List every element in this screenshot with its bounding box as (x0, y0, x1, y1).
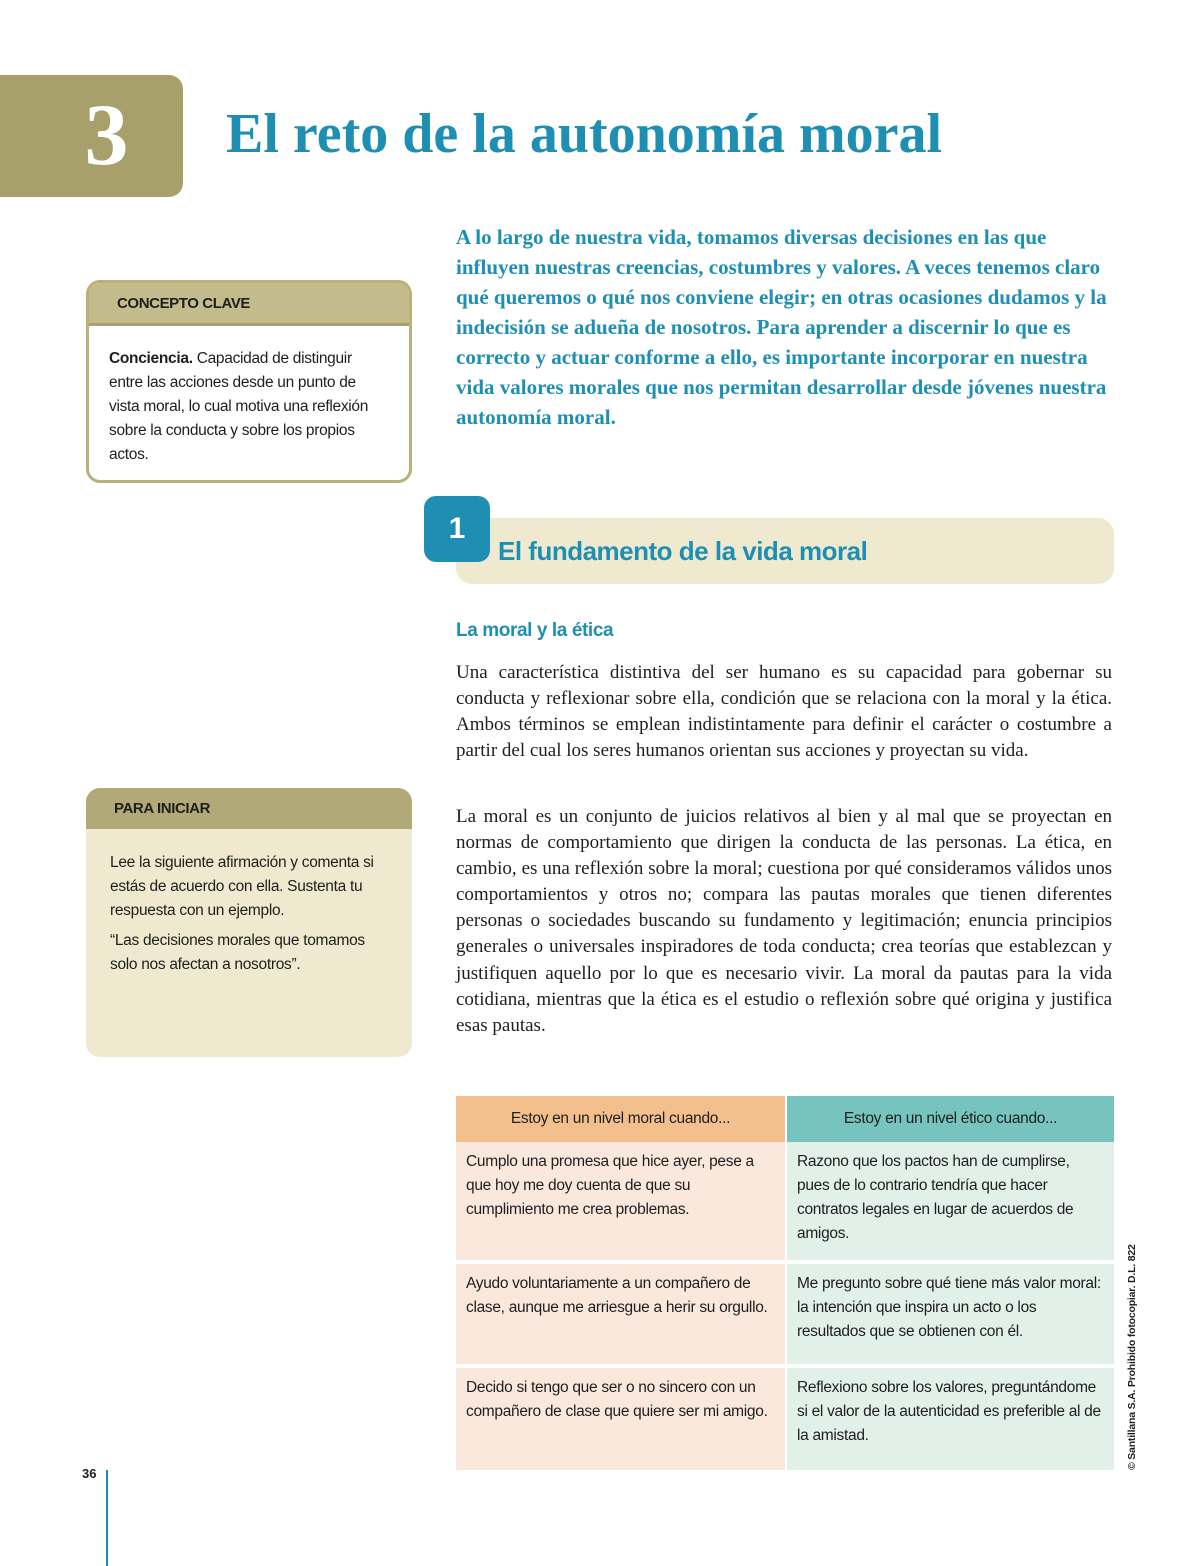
copyright-notice: © Santillana S.A. Prohibido fotocopiar. D.L. 822 (1126, 1244, 1138, 1470)
table-row (456, 1366, 1114, 1472)
header-moral: Estoy en un nivel moral cuando... (456, 1096, 786, 1142)
subheading: La moral y la ética (456, 620, 614, 641)
intro-paragraph: A lo largo de nuestra vida, tomamos diversas decisiones en las que influyen nuestras creencias, costumbres y valores. A veces tenemos claro qué queremos o qué nos conviene elegir; en otras ocasiones dudamos y la indecisión se adueña de nosotros. Para aprender a discernir lo que es correcto y actuar conforme a ello, es importante incorporar en nuestra vida valores morales que nos permitan desarrollar desde jóvenes nuestra autonomía moral. (456, 225, 1107, 429)
concept-box-heading: CONCEPTO CLAVE (117, 294, 251, 312)
table-cell-ethic: Reflexiono sobre los valores, preguntándome si el valor de la autenticidad es preferible al de la amistad. (786, 1366, 1114, 1472)
start-box-heading: PARA INICIAR (114, 800, 211, 817)
page-number: 36 (82, 1466, 97, 1481)
concept-term: Conciencia. (109, 350, 193, 367)
chapter-number: 3 (0, 75, 183, 197)
section-title: El fundamento de la vida moral (498, 536, 868, 566)
comparison-table (456, 1096, 1114, 1474)
table-header-row (456, 1096, 1114, 1142)
start-box-header (86, 788, 412, 829)
concept-box (86, 280, 412, 483)
header-ethic: Estoy en un nivel ético cuando... (786, 1096, 1114, 1142)
table-row (456, 1142, 1114, 1262)
start-instruction: Lee la siguiente afirmación y comenta si estás de acuerdo con ella. Sustenta tu respuesta con un ejemplo. (110, 854, 374, 919)
table-cell-ethic: Me pregunto sobre qué tiene más valor moral: la intención que inspira un acto o los resultados que se obtienen con él. (786, 1262, 1114, 1366)
concept-box-header (89, 283, 409, 326)
start-box (86, 788, 412, 1057)
page-rule (106, 1470, 108, 1566)
table-cell-ethic: Razono que los pactos han de cumplirse, pues de lo contrario tendría que hacer contratos legales en lugar de acuerdos de amigos. (786, 1142, 1114, 1262)
body-paragraph-1: Una característica distintiva del ser humano es su capacidad para gobernar su conducta y reflexionar sobre ella, condición que se relaciona con la moral y la ética. Ambos términos se emplean indistintamente para definir el carácter o costumbre a partir del cual los seres humanos orientan sus acciones y proyectan su vida. (456, 662, 1112, 762)
start-quote: “Las decisiones morales que tomamos solo nos afectan a nosotros”. (110, 932, 365, 973)
table-cell-moral: Ayudo voluntariamente a un compañero de clase, aunque me arriesgue a herir su orgullo. (456, 1262, 786, 1366)
chapter-title: El reto de la autonomía moral (226, 103, 943, 165)
start-box-body (86, 829, 412, 977)
table-cell-moral: Decido si tengo que ser o no sincero con un compañero de clase que quiere ser mi amigo. (456, 1366, 786, 1472)
table-cell-moral: Cumplo una promesa que hice ayer, pese a que hoy me doy cuenta de que su cumplimiento me crea problemas. (456, 1142, 786, 1262)
concept-definition: Capacidad de distinguir entre las acciones desde un punto de vista moral, lo cual motiva una reflexión sobre la conducta y sobre los propios actos. (109, 350, 369, 463)
section-number: 1 (424, 496, 490, 562)
concept-box-body (89, 326, 409, 467)
body-paragraph-2: La moral es un conjunto de juicios relativos al bien y al mal que se proyectan en normas de comportamiento que dirigen la conducta de las personas. La ética, en cambio, es una reflexión sobre la moral; cuestiona por qué consideramos válidos unos comportamientos y otros no; compara las pautas morales que tienen diferentes personas o sociedades buscando su fundamento y legitimación; enuncia principios generales o universales inspiradores de toda conducta; crea teorías que establezcan y justifiquen aquello por lo que es necesario vivir. La moral da pautas para la vida cotidiana, mientras que la ética es el estudio o reflexión sobre qué origina y justifica esas pautas. (456, 806, 1112, 1036)
table-row (456, 1262, 1114, 1366)
